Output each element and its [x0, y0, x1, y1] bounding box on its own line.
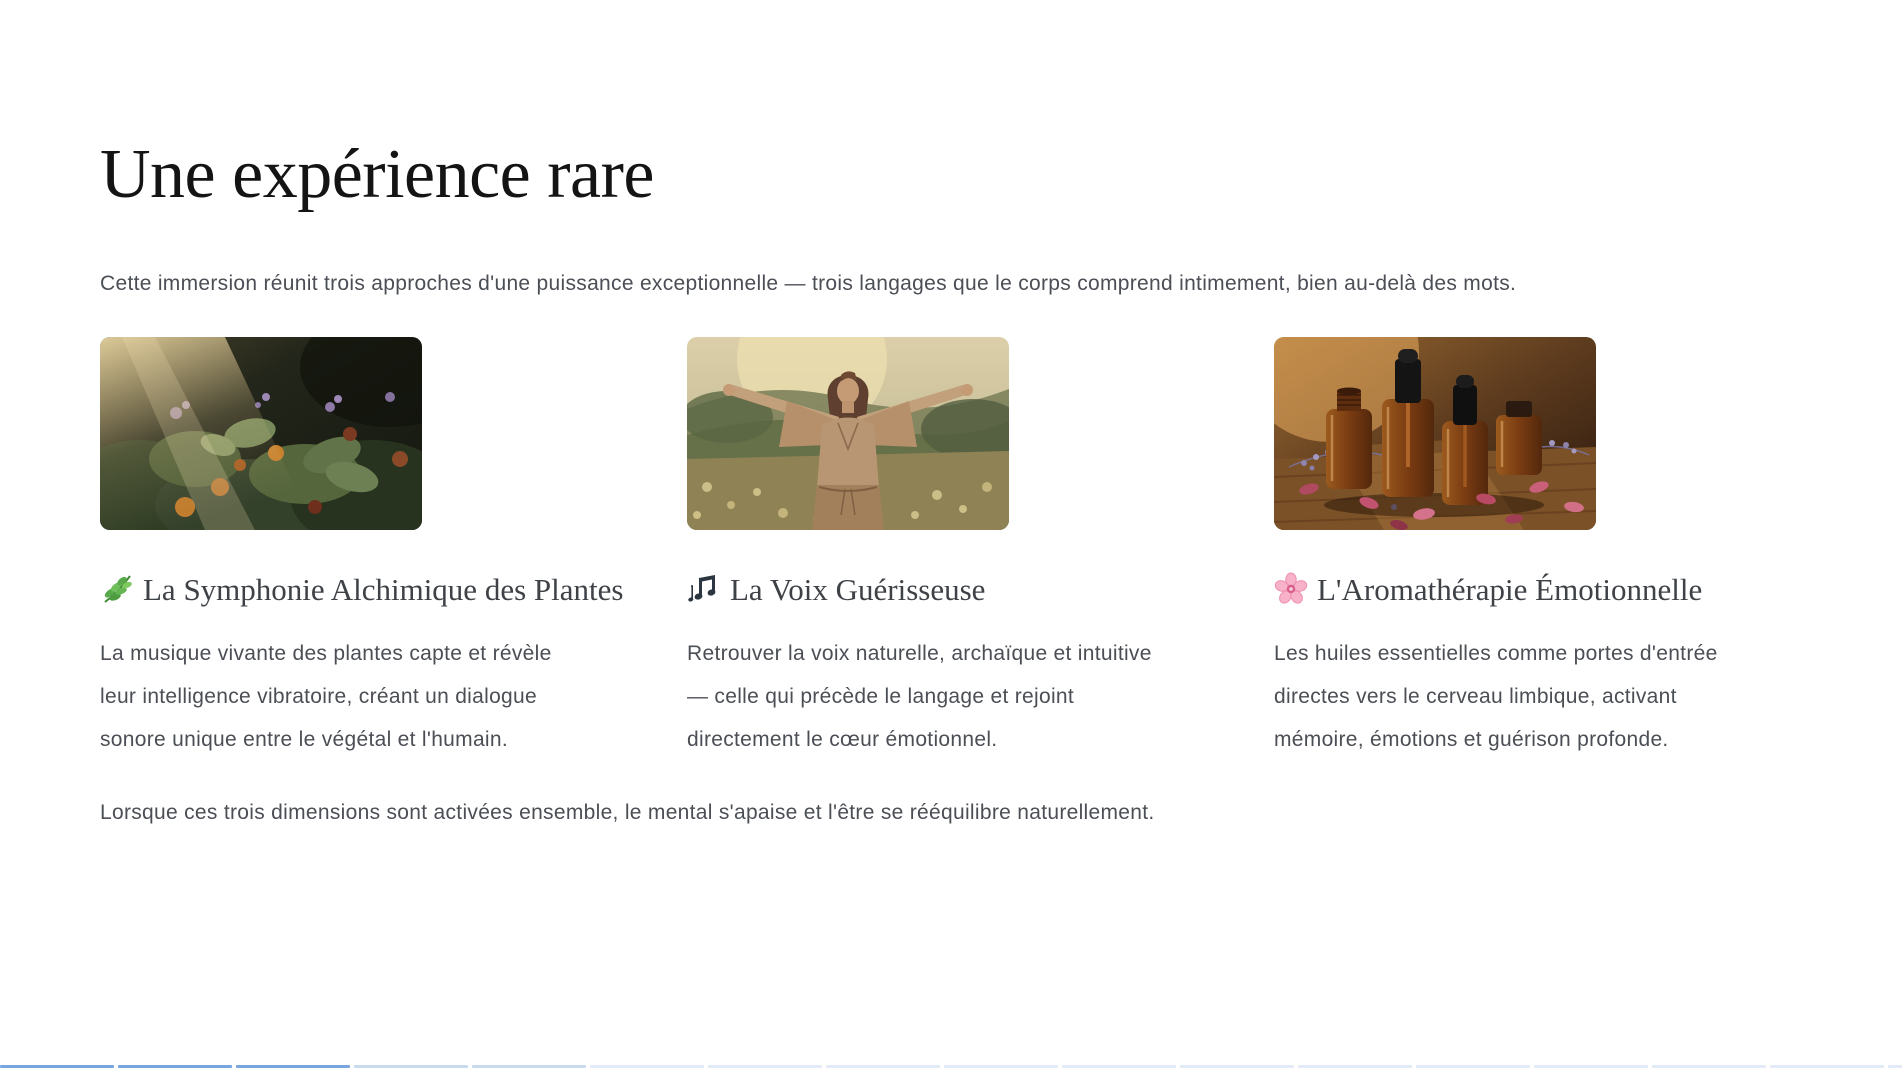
pillar-image-voix [687, 337, 1009, 530]
pillar-image-plantes [100, 337, 422, 530]
progress-segment [354, 1065, 468, 1068]
progress-segment [1416, 1065, 1530, 1068]
progress-segment [826, 1065, 940, 1068]
pillar-title-voix [687, 566, 1212, 614]
plants-illustration [100, 337, 422, 530]
pillars-grid [100, 337, 1802, 761]
progress-segment [1652, 1065, 1766, 1068]
progress-segment [1062, 1065, 1176, 1068]
pillar-title-text: L'Aromathérapie Émotionnelle [1317, 572, 1703, 607]
closing-paragraph: Lorsque ces trois dimensions sont activées ensemble, le mental s'apaise et l'être se rééquilibre naturellement. [100, 801, 1155, 824]
essential-oils-illustration [1274, 337, 1596, 530]
musical-notes-emoji [687, 572, 721, 606]
progress-segment [1298, 1065, 1412, 1068]
pillar-title-aromatherapie [1274, 566, 1799, 614]
pillar-description-aromatherapie: Les huiles essentielles comme portes d'entrée directes vers le cerveau limbique, activant mémoire, émotions et guérison profonde. [1274, 642, 1718, 751]
progress-segment [472, 1065, 586, 1068]
pillar-title-plantes [100, 566, 625, 614]
pillar-description-voix: Retrouver la voix naturelle, archaïque et intuitive — celle qui précède le langage et rejoint directement le cœur émotionnel. [687, 642, 1152, 751]
progress-segment [1180, 1065, 1294, 1068]
progress-segment [236, 1065, 350, 1068]
pillar-description-plantes: La musique vivante des plantes capte et révèle leur intelligence vibratoire, créant un dialogue sonore unique entre le végétal et l'humain. [100, 642, 552, 751]
progress-segment [590, 1065, 704, 1068]
progress-segment [118, 1065, 232, 1068]
pillar-card-plantes [100, 337, 625, 761]
intro-paragraph: Cette immersion réunit trois approches d'une puissance exceptionnelle — trois langages que le corps comprend intimement, bien au-delà des mots. [100, 272, 1517, 295]
progress-segment [944, 1065, 1058, 1068]
pillar-card-voix [687, 337, 1212, 761]
pillar-image-aromatherapie [1274, 337, 1596, 530]
pillar-title-text: La Voix Guérisseuse [730, 572, 986, 607]
herb-emoji [100, 572, 134, 606]
progress-segment [1888, 1065, 1902, 1068]
singing-woman-illustration [687, 337, 1009, 530]
page-title: Une expérience rare [100, 136, 654, 213]
pillar-card-aromatherapie [1274, 337, 1799, 761]
progress-segment [1534, 1065, 1648, 1068]
progress-segment [708, 1065, 822, 1068]
bottom-progress-row [0, 1065, 1902, 1068]
progress-segment [1770, 1065, 1884, 1068]
blossom-emoji [1274, 572, 1308, 606]
progress-segment [0, 1065, 114, 1068]
pillar-title-text: La Symphonie Alchimique des Plantes [143, 572, 624, 607]
